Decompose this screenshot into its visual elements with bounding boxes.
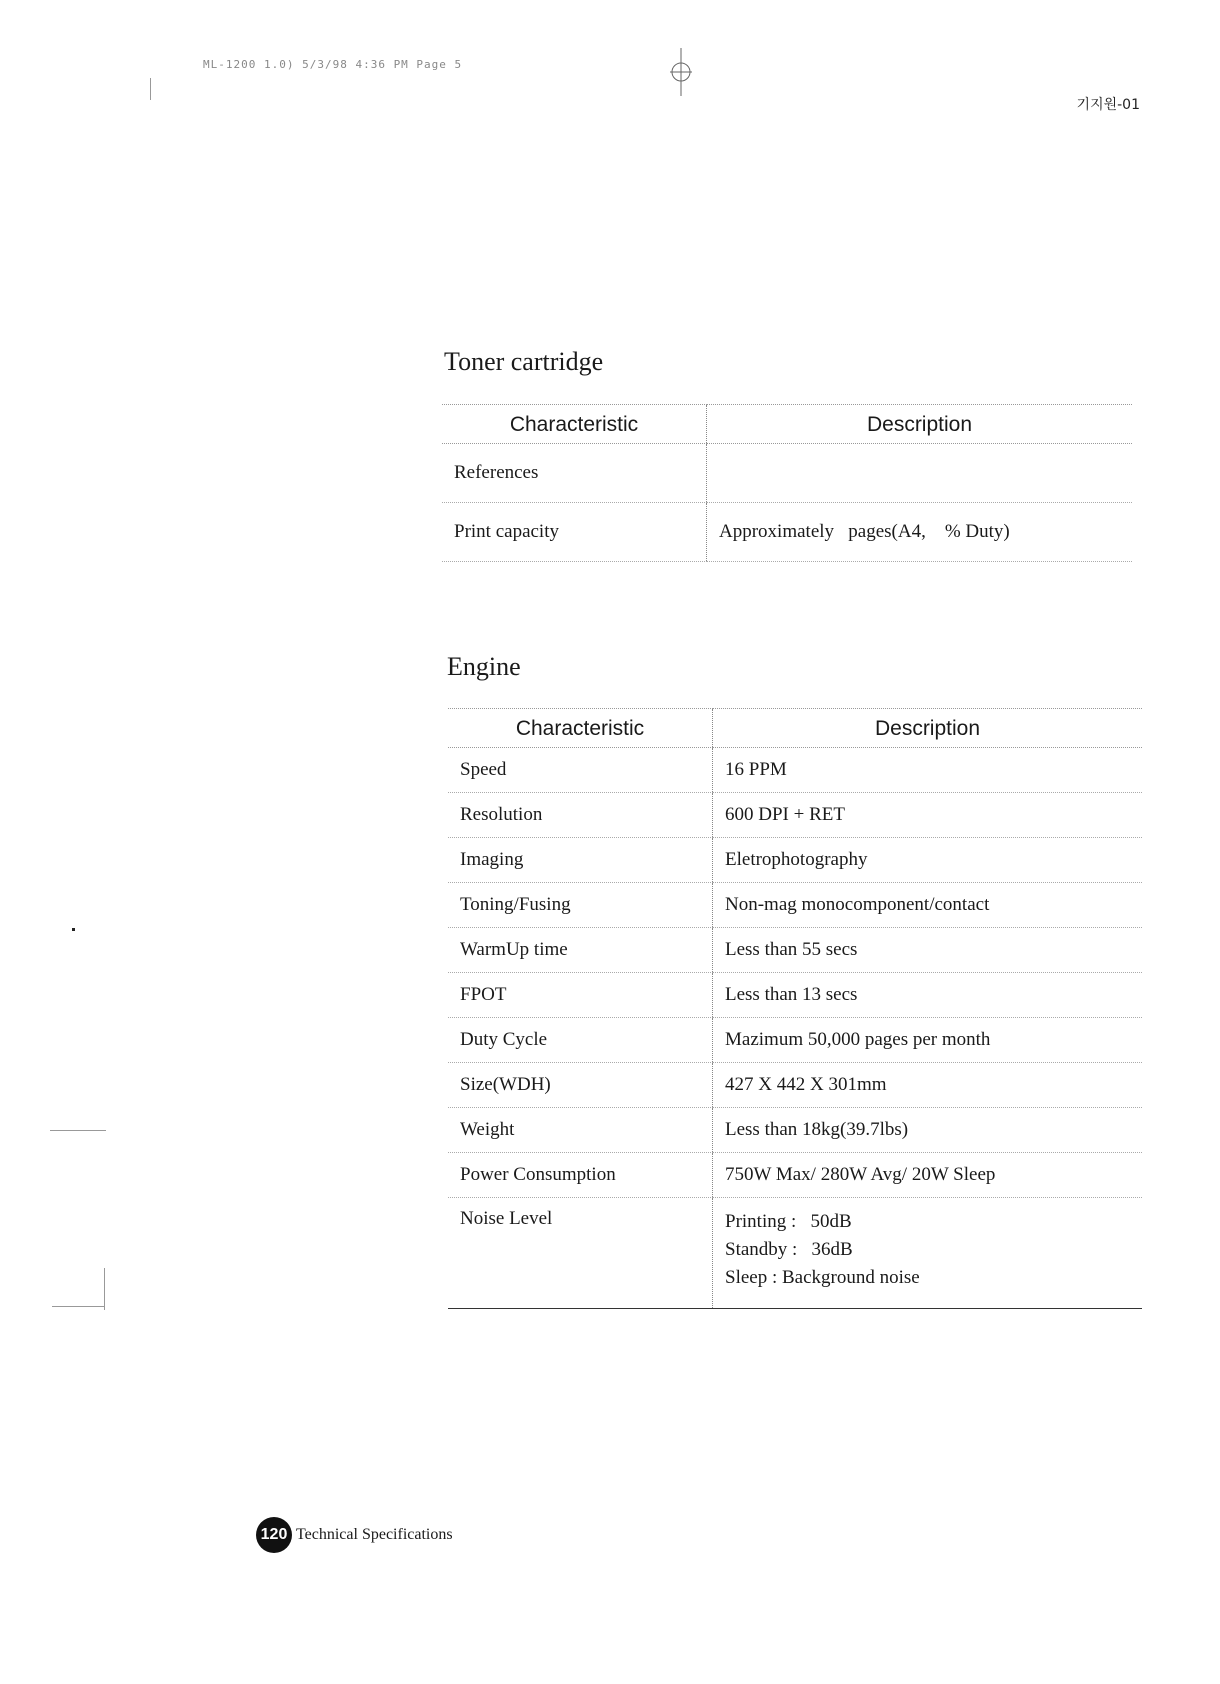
description-cell: Less than 13 secs [713, 973, 1143, 1018]
description-cell: Non-mag monocomponent/contact [713, 883, 1143, 928]
table-row [448, 1198, 1142, 1309]
table-header-row [448, 709, 1142, 748]
characteristic-cell: Noise Level [448, 1198, 713, 1309]
table-header-row [442, 405, 1132, 444]
table-row [448, 883, 1142, 928]
column-header-description: Description [707, 405, 1133, 444]
description-cell: Eletrophotography [713, 838, 1143, 883]
column-header-description: Description [713, 709, 1143, 748]
document-code: 기지원-01 [1076, 97, 1140, 113]
print-header: ML-1200 1.0) 5/3/98 4:36 PM Page 5 [203, 58, 463, 71]
scan-speck [72, 928, 75, 931]
characteristic-cell: Duty Cycle [448, 1018, 713, 1063]
noise-level-description [713, 1198, 1143, 1309]
description-cell: 600 DPI + RET [713, 793, 1143, 838]
table-row [442, 503, 1132, 562]
description-cell: Less than 18kg(39.7lbs) [713, 1108, 1143, 1153]
scan-speck [50, 1130, 106, 1131]
engine-spec-table [448, 708, 1142, 1309]
description-cell: Approximately pages(A4, % Duty) [707, 503, 1133, 562]
characteristic-cell: References [442, 444, 707, 503]
column-header-characteristic: Characteristic [448, 709, 713, 748]
scan-speck [104, 1268, 105, 1310]
characteristic-cell: Size(WDH) [448, 1063, 713, 1108]
table-row [448, 748, 1142, 793]
toner-section-title: Toner cartridge [444, 347, 604, 376]
column-header-characteristic: Characteristic [442, 405, 707, 444]
table-row [448, 928, 1142, 973]
characteristic-cell: Power Consumption [448, 1153, 713, 1198]
toner-spec-table [442, 404, 1132, 562]
table-row [448, 838, 1142, 883]
characteristic-cell: Speed [448, 748, 713, 793]
characteristic-cell: Print capacity [442, 503, 707, 562]
footer-section-label: Technical Specifications [296, 1526, 453, 1543]
table-row [448, 793, 1142, 838]
registration-crop-mark [668, 48, 694, 96]
description-cell: Mazimum 50,000 pages per month [713, 1018, 1143, 1063]
engine-section-title: Engine [447, 652, 521, 681]
characteristic-cell: Toning/Fusing [448, 883, 713, 928]
table-row [448, 973, 1142, 1018]
characteristic-cell: WarmUp time [448, 928, 713, 973]
scan-speck [52, 1306, 104, 1307]
margin-tick [150, 78, 151, 100]
description-cell: Less than 55 secs [713, 928, 1143, 973]
table-row [442, 444, 1132, 503]
table-row [448, 1018, 1142, 1063]
description-cell [707, 444, 1133, 503]
characteristic-cell: Imaging [448, 838, 713, 883]
table-row [448, 1063, 1142, 1108]
page-number-badge: 120 [256, 1517, 292, 1553]
characteristic-cell: Weight [448, 1108, 713, 1153]
characteristic-cell: Resolution [448, 793, 713, 838]
table-row [448, 1153, 1142, 1198]
noise-sleep: Sleep : Background noise [725, 1267, 920, 1288]
characteristic-cell: FPOT [448, 973, 713, 1018]
description-cell: 427 X 442 X 301mm [713, 1063, 1143, 1108]
noise-printing: Printing : 50dB [725, 1211, 852, 1232]
description-cell: 750W Max/ 280W Avg/ 20W Sleep [713, 1153, 1143, 1198]
noise-standby: Standby : 36dB [725, 1239, 853, 1260]
page-footer [256, 1517, 453, 1553]
table-row [448, 1108, 1142, 1153]
description-cell: 16 PPM [713, 748, 1143, 793]
